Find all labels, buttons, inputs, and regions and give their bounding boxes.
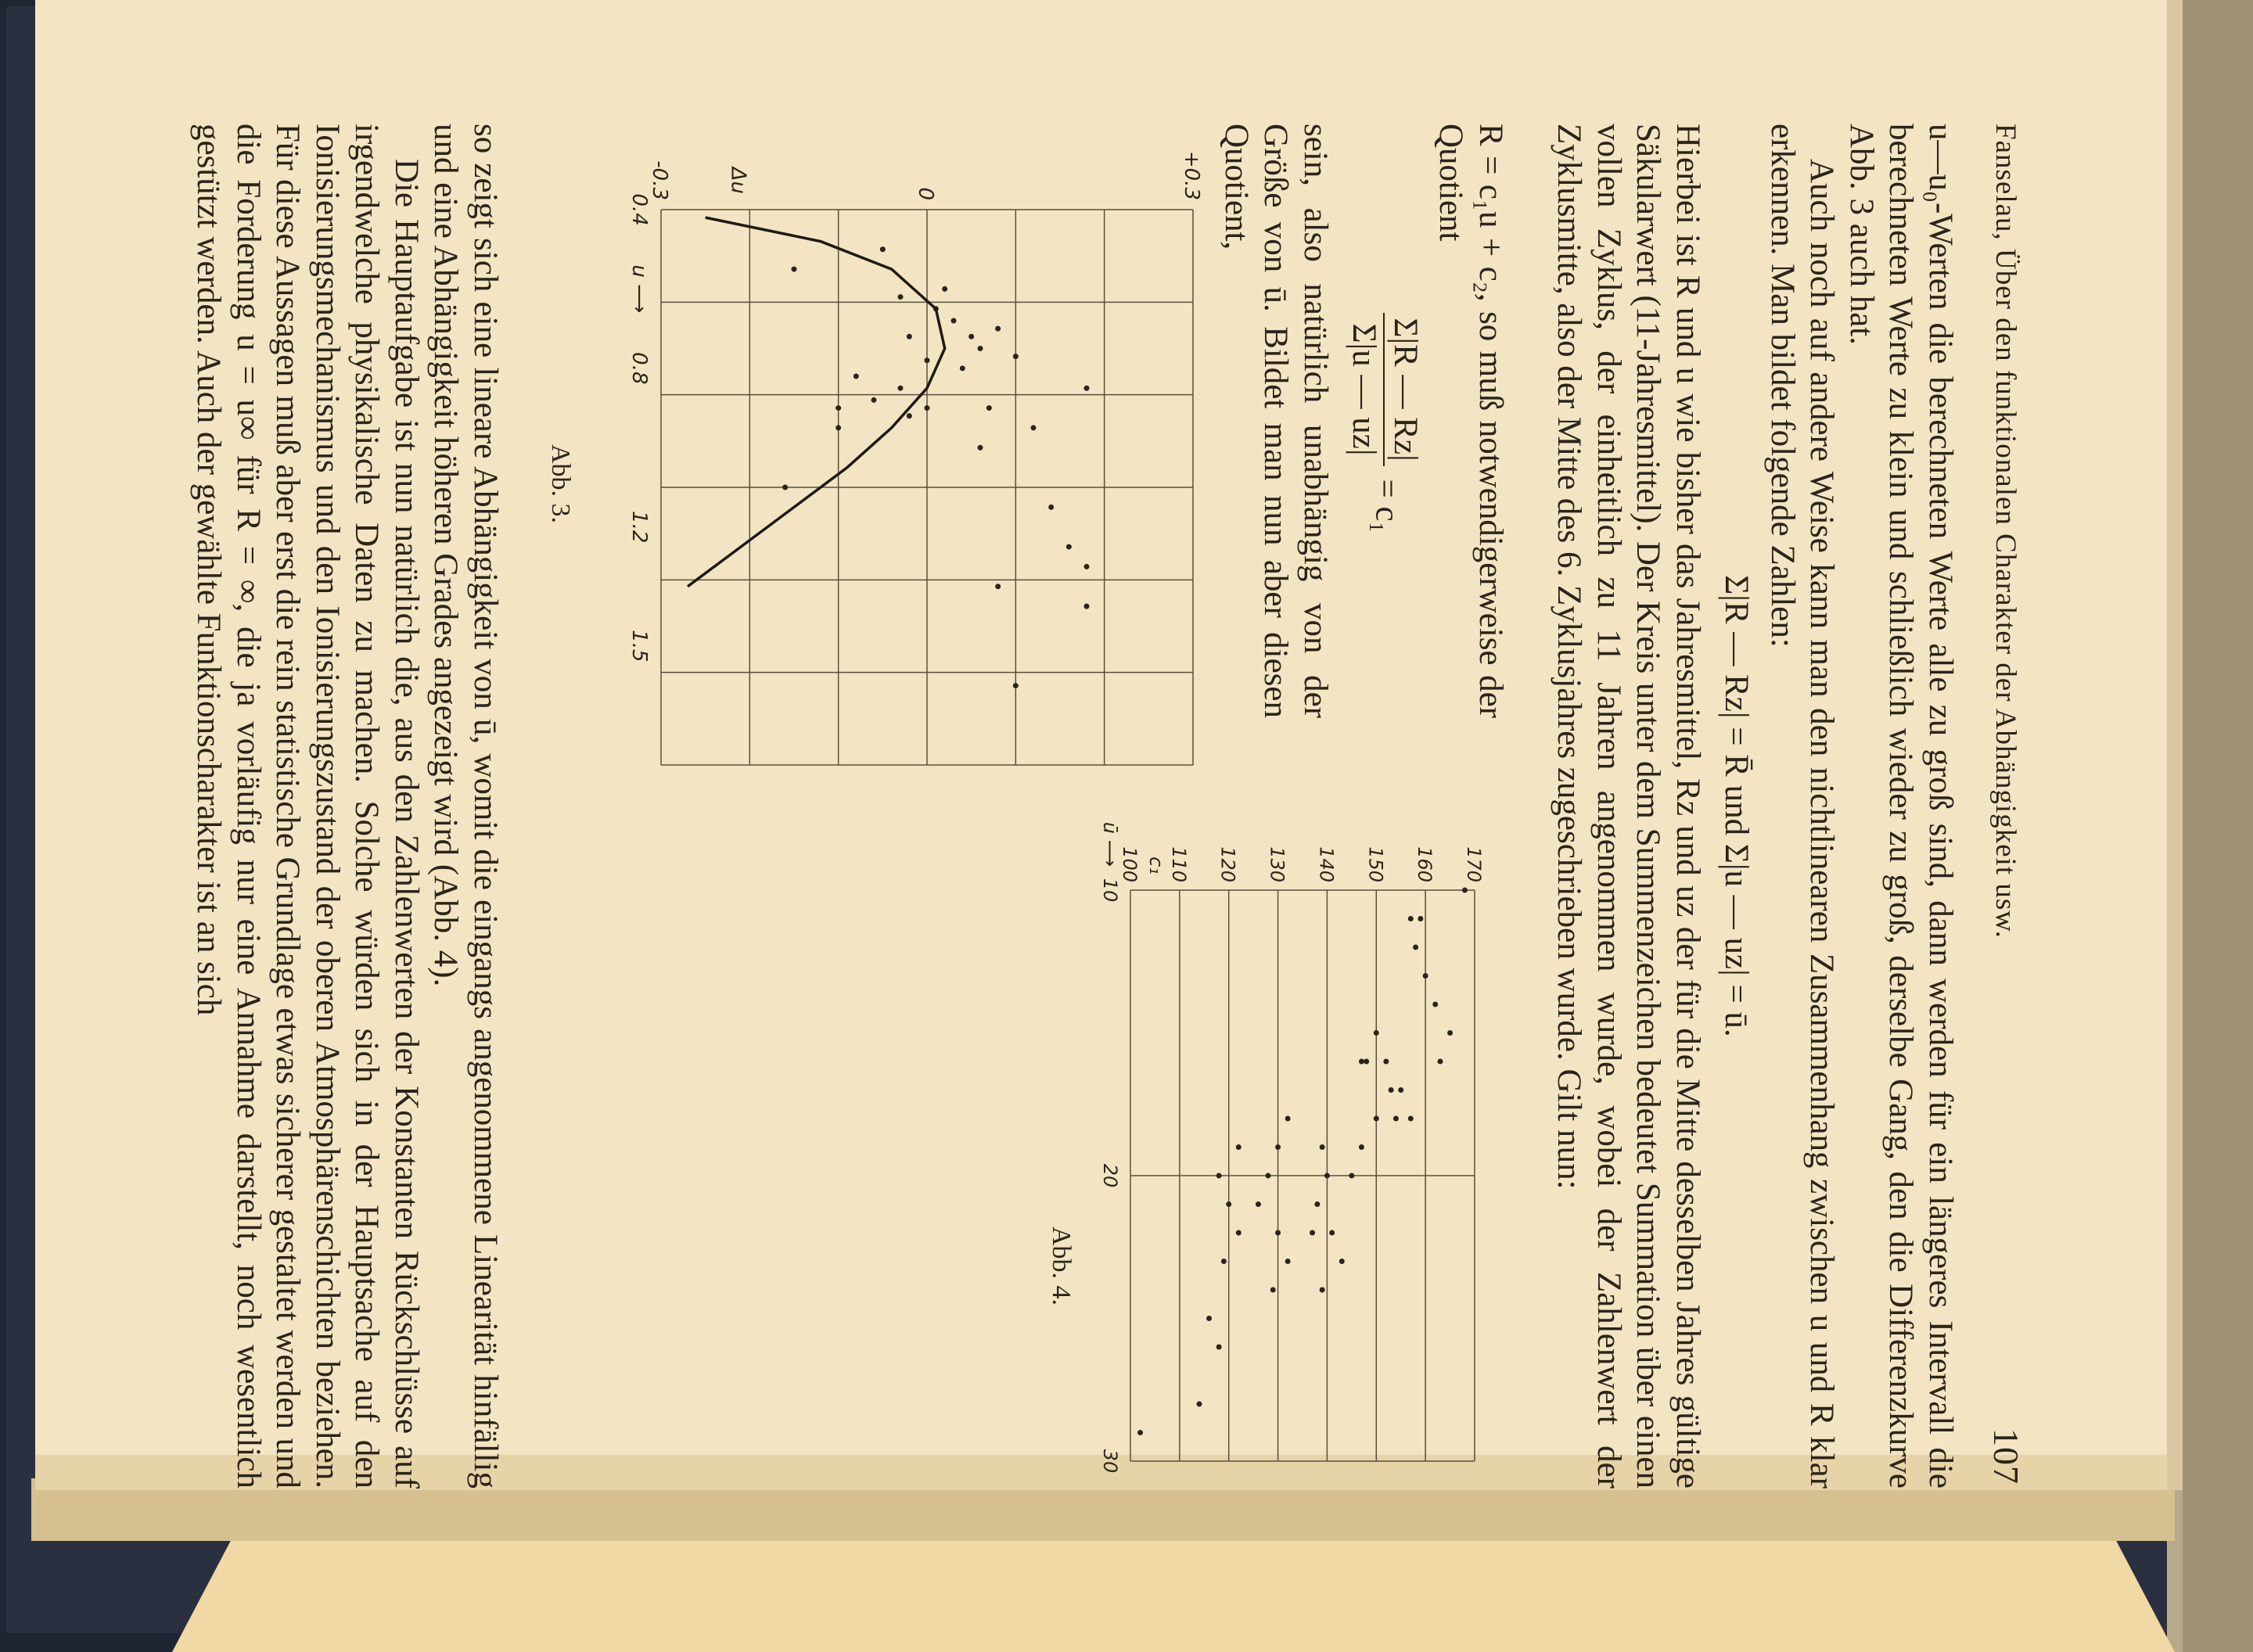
fig3-data-point xyxy=(1031,425,1037,430)
fig3-x-tick-label: 1.5 xyxy=(627,630,651,663)
fig4-data-point xyxy=(1364,1059,1369,1065)
fig4-data-point xyxy=(1275,1230,1281,1236)
fig4-data-point xyxy=(1324,1173,1330,1179)
fig3-data-point xyxy=(925,405,930,411)
fig4-data-point xyxy=(1359,1144,1364,1150)
fig3-data-point xyxy=(898,294,904,300)
fig4-data-point xyxy=(1393,1116,1399,1122)
fig4-data-point xyxy=(1447,1030,1453,1036)
paragraph-5: sein, also natürlich unabhängig von der Größe von ū. Bildet man nun aber diesen Quotient, xyxy=(1218,124,1334,718)
fig3-data-point xyxy=(1013,683,1019,688)
fig4-data-point xyxy=(1359,1059,1364,1065)
fig3-data-point xyxy=(968,334,974,339)
fig4-data-point xyxy=(1197,1402,1202,1407)
fig4-data-point xyxy=(1236,1230,1241,1236)
fig3-data-point xyxy=(907,334,912,339)
fig4-data-point xyxy=(1374,1116,1379,1122)
figure-4-caption: Abb. 4. xyxy=(1047,1226,1076,1306)
fig4-y-axis-label: c₁ xyxy=(1145,857,1168,874)
fig4-data-point xyxy=(1314,1201,1320,1207)
fig3-x-axis-label: u ⟶ xyxy=(627,264,651,314)
fig4-data-point xyxy=(1413,945,1418,950)
fig4-data-point xyxy=(1349,1173,1354,1179)
figure-3-chart xyxy=(598,124,1240,796)
paragraph-3: Hierbei ist R und u wie bisher das Jahresmittel, Rz und uz der für die Mitte desselben Jahres gültige Säkularwert (11-Jahresmittel). Der Kreis unter dem Summenzeichen bedeutet Summation über einen vollen Zyklus, der einheitlich zu 11 Jahren angenommen wurde, wobei der Zahlenwert der Zyklusmitte, also der Mitte des 6. Zyklusjahres zugeschrieben wurde. Gilt nun: xyxy=(1551,124,1706,1489)
fig4-data-point xyxy=(1339,1259,1345,1264)
fig3-data-point xyxy=(925,357,930,363)
fig4-y-tick-label: 140 xyxy=(1315,846,1338,882)
fig3-y-tick-label: -0.3 xyxy=(648,160,671,200)
fig4-x-tick-label: 10 xyxy=(1099,878,1121,903)
fig3-data-point xyxy=(942,286,947,292)
figure-3-plot xyxy=(627,151,1203,765)
fig3-data-point xyxy=(986,405,992,411)
running-head-title: Fanselau, Über den funktionalen Charakter der Abhängigkeit usw. xyxy=(1989,124,2021,939)
fig4-data-point xyxy=(1226,1201,1231,1207)
fig3-data-point xyxy=(1066,544,1072,550)
quotient-denominator: Σ|u — uz| xyxy=(1346,323,1383,456)
bottom-text-block xyxy=(189,124,505,1489)
fig4-y-tick-label: 100 xyxy=(1119,846,1141,882)
fig3-data-point xyxy=(995,584,1001,589)
fig4-data-point xyxy=(1285,1259,1291,1264)
fig4-x-tick-label: 20 xyxy=(1099,1163,1121,1188)
fig3-x-tick-label: 0.8 xyxy=(627,352,651,385)
quotient-numerator: Σ|R — Rz| xyxy=(1384,313,1425,465)
fig4-data-point xyxy=(1137,1430,1143,1435)
fig4-y-tick-label: 160 xyxy=(1414,846,1436,882)
fig4-data-point xyxy=(1270,1287,1276,1293)
fig3-x-tick-label: 0.4 xyxy=(627,193,651,226)
fig4-data-point xyxy=(1438,1059,1443,1065)
left-column-text xyxy=(1216,124,1511,718)
fig4-data-point xyxy=(1206,1316,1212,1321)
fig3-fit-curve xyxy=(688,217,945,587)
fig4-data-point xyxy=(1310,1230,1315,1236)
fig4-x-axis-label: ū ⟶ xyxy=(1099,821,1121,867)
fig3-data-point xyxy=(978,346,983,351)
formula-sum-abs: Σ|R — Rz| = R̄ und Σ|u — uz| = ū. xyxy=(1718,575,1755,1037)
fig3-data-point xyxy=(835,405,841,411)
fig4-y-tick-label: 130 xyxy=(1266,846,1288,882)
fig4-data-point xyxy=(1285,1116,1291,1122)
fig3-x-tick-label: 1.2 xyxy=(627,511,651,544)
fig4-data-point xyxy=(1216,1173,1222,1179)
fig4-data-point xyxy=(1374,1030,1379,1036)
fig3-data-point xyxy=(1048,505,1054,510)
paragraph-7: Die Hauptaufgabe ist nun natürlich die, aus den Zahlenwerten der Konstanten Rückschlüsse auf irgendwelche physikalische Daten zu machen. Solche würden sich in der Hauptsache auf den Ionisierungsmechanismus und den Ionisierungszustand der oberen Atmosphärenschichten beziehen. Für diese Aussagen muß aber erst die rein statistische Grundlage etwas sicherer gestaltet werden und die Forderung u = u∞ für R = ∞, die ja vorläufig nur eine Annahme darstellt, noch wesentlich gestützt werden. Auch der gewählte Funktionscharakter ist an sich xyxy=(190,124,425,1489)
fig3-data-point xyxy=(853,374,859,379)
fig4-data-point xyxy=(1320,1144,1325,1150)
fig4-y-tick-label: 150 xyxy=(1364,846,1387,882)
top-text-block xyxy=(1549,124,1960,1489)
fig3-data-point xyxy=(871,397,877,403)
quotient-fraction xyxy=(1344,313,1425,465)
fig3-data-point xyxy=(782,485,788,490)
fig4-data-point xyxy=(1432,1002,1438,1007)
fig4-data-point xyxy=(1389,1087,1394,1093)
fig3-data-point xyxy=(880,246,886,252)
fig4-data-point xyxy=(1423,973,1428,979)
fig3-data-point xyxy=(1084,564,1090,569)
fig3-y-tick-label: +0.3 xyxy=(1180,150,1203,200)
page-number: 107 xyxy=(1986,1428,2026,1485)
fig4-data-point xyxy=(1216,1345,1222,1350)
figure-3-caption: Abb. 3. xyxy=(546,444,575,524)
fig3-data-point xyxy=(995,326,1001,332)
fig4-data-point xyxy=(1408,916,1414,921)
fig4-data-point xyxy=(1320,1287,1325,1293)
quotient-rhs: = c₁ xyxy=(1368,479,1406,533)
fig4-data-point xyxy=(1462,888,1468,893)
fig4-y-tick-label: 170 xyxy=(1463,846,1485,882)
fig4-data-point xyxy=(1383,1059,1389,1065)
fig4-data-point xyxy=(1408,1116,1414,1122)
fig3-data-point xyxy=(907,413,912,418)
paragraph-6: so zeigt sich eine lineare Abhängigkeit von ū, womit die eingangs angenommene Linearität hinfällig und eine Abhängigkeit höheren Grades angezeigt wird (Abb. 4). xyxy=(427,124,504,1489)
figure-4-chart xyxy=(1091,820,1498,1492)
fig3-data-point xyxy=(1084,604,1090,609)
figure-4-plot xyxy=(1099,822,1485,1474)
paragraph-1: u—u₀-Werten die berechneten Werte alle zu groß sind, dann werden für ein längeres Intervall die berechneten Werte zu klein und schließlich wieder zu groß, derselbe Gang, den die Differenzkurve Abb. 3 auch hat. xyxy=(1843,124,1959,1489)
fig4-data-point xyxy=(1275,1144,1281,1150)
fig3-data-point xyxy=(792,267,797,272)
fig4-data-point xyxy=(1256,1201,1261,1207)
fig3-y-tick-label: 0 xyxy=(914,187,937,200)
page-content xyxy=(35,38,2046,1571)
fig4-data-point xyxy=(1329,1230,1335,1236)
fig3-data-point xyxy=(978,445,983,451)
fig3-data-point xyxy=(835,425,841,430)
paragraph-4: R = c₁u + c₂, so muß notwendigerweise der Quotient xyxy=(1432,124,1509,718)
fig4-data-point xyxy=(1266,1173,1271,1179)
fig3-data-point xyxy=(898,386,904,391)
fig4-y-tick-label: 120 xyxy=(1216,846,1239,882)
fig4-x-tick-label: 30 xyxy=(1099,1449,1121,1474)
fig3-data-point xyxy=(951,318,957,324)
fig4-y-tick-label: 110 xyxy=(1167,846,1190,882)
fig3-y-axis-label: Δu xyxy=(726,167,750,194)
fig3-data-point xyxy=(1084,386,1090,391)
formula-quotient xyxy=(1344,124,1425,718)
running-head xyxy=(1986,124,2026,1485)
fig3-data-point xyxy=(960,365,965,371)
fig4-data-point xyxy=(1236,1144,1241,1150)
fig4-data-point xyxy=(1418,916,1423,921)
paragraph-2: Auch noch auf andere Weise kann man den nichtlinearen Zusammenhang zwischen u und R klar erkennen. Man bildet folgende Zahlen: xyxy=(1764,124,1841,1489)
fig4-data-point xyxy=(1221,1259,1227,1264)
fig3-data-point xyxy=(1013,354,1019,359)
fig4-data-point xyxy=(1398,1087,1403,1093)
